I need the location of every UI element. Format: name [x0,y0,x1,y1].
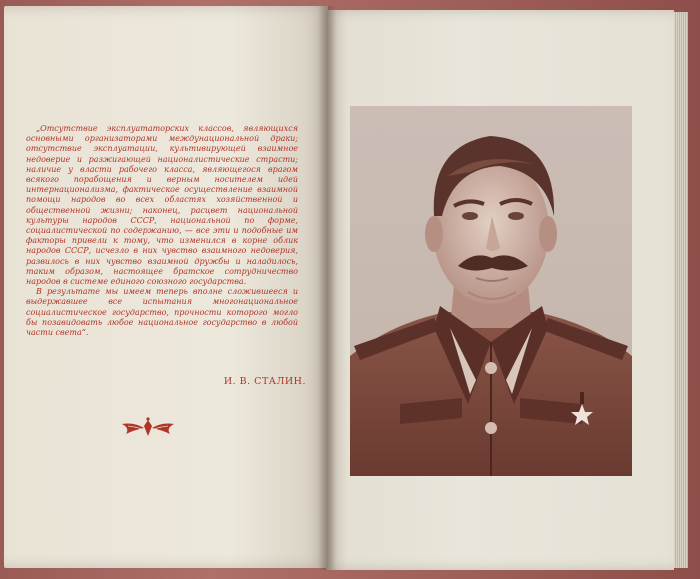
quote-text [26,124,298,338]
book-spine [318,6,336,570]
portrait-engraving [350,106,632,476]
page-edges [674,12,688,568]
ornament-icon [118,416,178,440]
quote-paragraph-2: В результате мы имеем теперь вполне сложившееся и выдержавшее все испытания многонациональное социалистическое государство, прочности которого могло бы позавидовать любое национальное государство в любой части света“. [26,287,298,338]
quote-author: И. В. СТАЛИН. [223,376,306,387]
portrait [350,106,632,476]
quote-paragraph-1: „Отсутствие эксплуататорских классов, являющихся основными организаторами междунациональной драки; отсутствие эксплуатации, культивирующей взаимное недоверие и разжигающей националистические страсти; наличие у власти рабочего класса, являющегося врагом всякого порабощения и верным носителем идей интернационализма, фактическое осуществление взаимной помощи народов во всех областях хозяйственной и общественной жизни; наконец, расцвет национальной культуры народов СССР, национальной по форме, социалистической по содержанию, — все эти и подобные им факторы привели к тому, что изменился в корне облик народов СССР, исчезло в них чувство взаимного недоверия, развилось в них чувство взаимной дружбы и наладилось, таким образом, настоящее братское сотрудничество народов в системе единого союзного государства. [26,124,298,287]
